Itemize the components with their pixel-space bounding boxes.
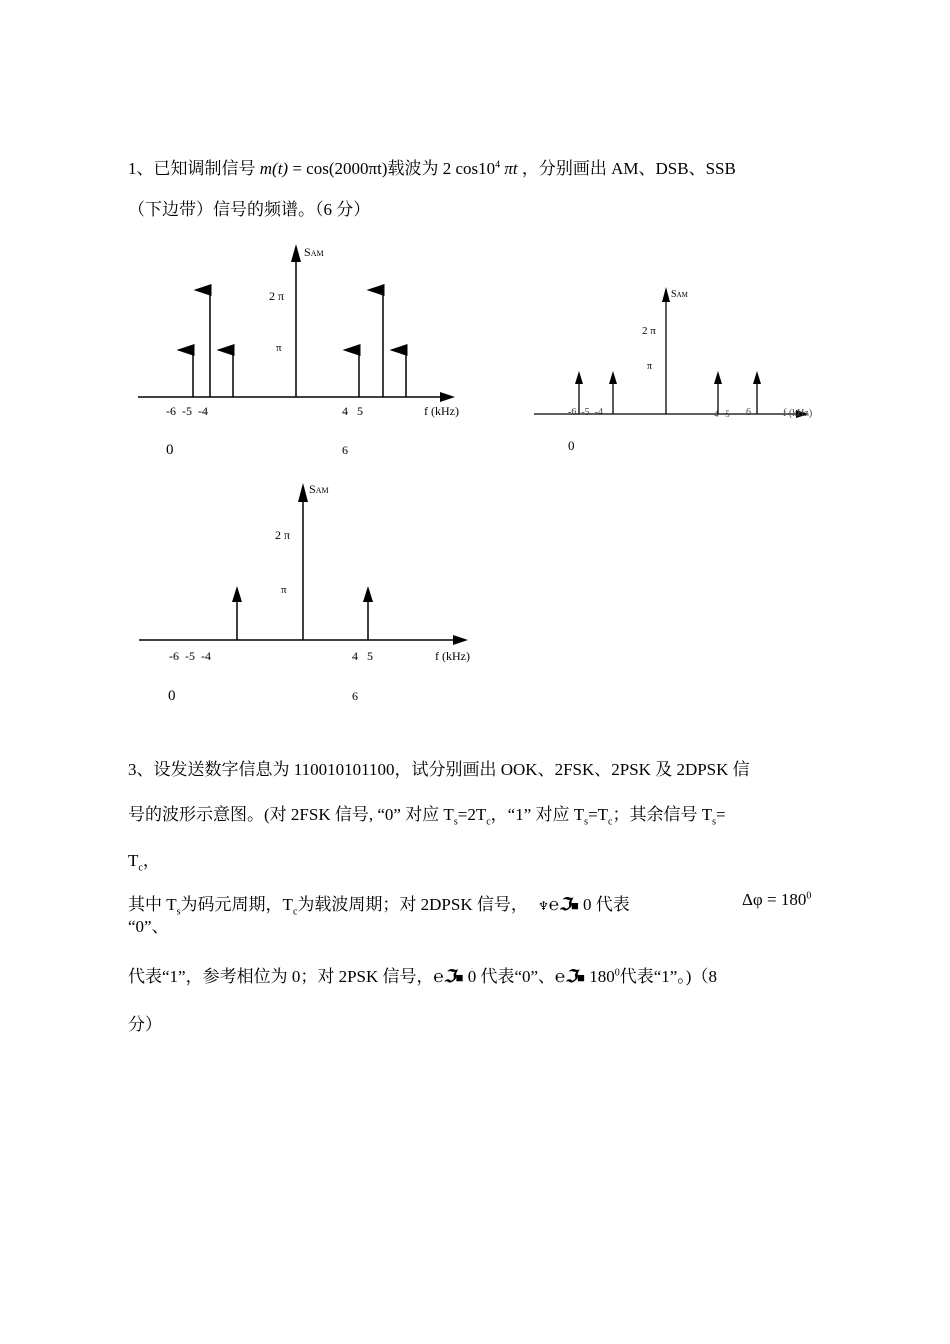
- am-ylabel: SAM: [304, 245, 324, 259]
- am-under-left: 0: [166, 442, 174, 458]
- q1-formula-eq: = cos(2000πt): [292, 159, 388, 178]
- q3-line1: 3、设发送数字信息为 110010101100，试分别画出 OOK、2FSK、2PSK 及 2DPSK 信: [128, 760, 750, 779]
- ssb-x-arrow: [453, 635, 468, 645]
- q3-line2-e: ；其余信号 T: [612, 805, 713, 824]
- q3-sub-s4: s: [176, 906, 181, 918]
- am-y-arrow: [291, 244, 301, 262]
- dsb-level-2pi: 2 π: [642, 325, 656, 337]
- ssb-arrow-pos4: [363, 586, 373, 602]
- q3-line4-d: 0 代表: [583, 895, 630, 914]
- ssb-y-arrow: [298, 483, 308, 502]
- dsb-under-left: 0: [568, 438, 575, 453]
- box-symbol-icon-3: ■: [577, 970, 585, 985]
- am-ticks-left: -6 -5 -4: [166, 404, 208, 418]
- phi-symbol-icon-2: ℮ℑ: [433, 967, 456, 986]
- ssb-under-right: 6: [352, 689, 358, 703]
- ssb-ylabel: SAM: [309, 482, 329, 496]
- ssb-under-left: 0: [168, 688, 176, 704]
- dsb-arrow-pos6: [753, 371, 761, 384]
- ssb-xlabel: f (kHz): [435, 649, 470, 663]
- q3-line4-c: 为载波周期；对 2DPSK 信号，: [297, 895, 528, 914]
- q3-delta-deg: 0: [806, 890, 812, 902]
- dsb-ylabel: SAM: [671, 289, 688, 300]
- q3-line5-b: 0 代表“0”、: [467, 967, 556, 986]
- ssb-level-2pi: 2 π: [275, 528, 291, 542]
- am-level-pi: π: [276, 342, 282, 354]
- q1-line1: [128, 154, 736, 179]
- q3-sub-s3: s: [712, 816, 717, 828]
- q3-line2-f: =: [716, 805, 726, 824]
- q3-sub-s2: s: [584, 816, 589, 828]
- ssb-level-pi: π: [281, 584, 287, 596]
- q3-sub-s1: s: [453, 816, 458, 828]
- q3-line4-a: 其中 T: [128, 895, 177, 914]
- dsb-y-arrow: [662, 287, 670, 302]
- q3-line6: 分）: [128, 1015, 162, 1034]
- box-symbol-icon-2: ■: [455, 970, 464, 985]
- am-xlabel: f (kHz): [424, 404, 459, 418]
- dsb-tick-6: 6: [746, 407, 751, 418]
- am-level-2pi: 2 π: [269, 289, 285, 303]
- q3-line5: [128, 962, 717, 987]
- q3-line2-c: ，“1” 对应 T: [490, 805, 585, 824]
- ssb-ticks-left: -6 -5 -4: [169, 649, 211, 663]
- q1-line2: （下边带）信号的频谱。（6 分）: [128, 200, 371, 219]
- q1-carrier-text: 载波为 2 cos10: [387, 159, 496, 178]
- q3-sub-c2: c: [608, 816, 613, 828]
- q3-delta: [742, 890, 811, 910]
- q3-line2: [128, 800, 726, 827]
- q1-formula-m: m(t): [259, 159, 289, 178]
- q3-line3: [128, 846, 160, 873]
- ssb-arrow-neg4: [232, 586, 242, 602]
- dsb-level-pi: π: [647, 361, 653, 372]
- dsb-arrow-neg6: [575, 371, 583, 384]
- q3-line2-d: =T: [588, 805, 609, 824]
- dsb-arrow-pos4: [714, 371, 722, 384]
- garbled-symbol-icon: ♆: [538, 899, 549, 913]
- q3-line4-b: 为码元周期，T: [180, 895, 293, 914]
- am-x-arrow: [440, 392, 455, 402]
- q3-line5-a: 代表“1”，参考相位为 0；对 2PSK 信号，: [128, 967, 434, 986]
- q3-sub-c4: c: [292, 906, 298, 918]
- box-symbol-icon: ■: [570, 898, 579, 913]
- dsb-xlabel: f (kHz): [783, 408, 813, 419]
- q3-line4-e: “0”、: [128, 917, 169, 936]
- dsb-spectrum: [528, 282, 838, 462]
- q1-carrier-exp: 4: [495, 159, 501, 171]
- q3-line3-t: T: [128, 851, 139, 870]
- q1-carrier-pi: πt: [504, 159, 518, 178]
- q3-line2-a: 号的波形示意图。(对 2FSK 信号, “0” 对应 T: [128, 805, 454, 824]
- q1-prefix: 1、已知调制信号: [128, 159, 256, 178]
- q3-line5-deg: 0: [614, 967, 620, 979]
- dsb-ticks-left: -6 -5 -4: [568, 407, 603, 418]
- am-under-right: 6: [342, 443, 348, 457]
- q3-sub-c1: c: [486, 816, 491, 828]
- q3-delta-text: Δφ = 180: [742, 890, 807, 909]
- dsb-ticks-right: 4 5: [714, 409, 730, 419]
- dsb-arrow-neg4: [609, 371, 617, 384]
- q3-line2-b: =2T: [457, 805, 487, 824]
- q3-line5-c: 180: [589, 967, 615, 986]
- q3-line5-d: 代表“1”。)（8: [619, 967, 717, 986]
- q3-line3-comma: ，: [142, 851, 160, 870]
- q3-line4: [128, 890, 630, 917]
- phi-symbol-icon: ℮ℑ: [548, 895, 571, 914]
- ssb-ticks-right: 4 5: [352, 649, 373, 663]
- q3-sub-c3: c: [138, 862, 143, 874]
- am-spectrum: [130, 240, 490, 470]
- phi-symbol-icon-3: ℮ℑ: [555, 967, 578, 986]
- q1-suffix: ，分别画出 AM、DSB、SSB: [521, 159, 736, 178]
- am-ticks-right: 4 5: [342, 404, 363, 418]
- ssb-spectrum: [135, 478, 495, 708]
